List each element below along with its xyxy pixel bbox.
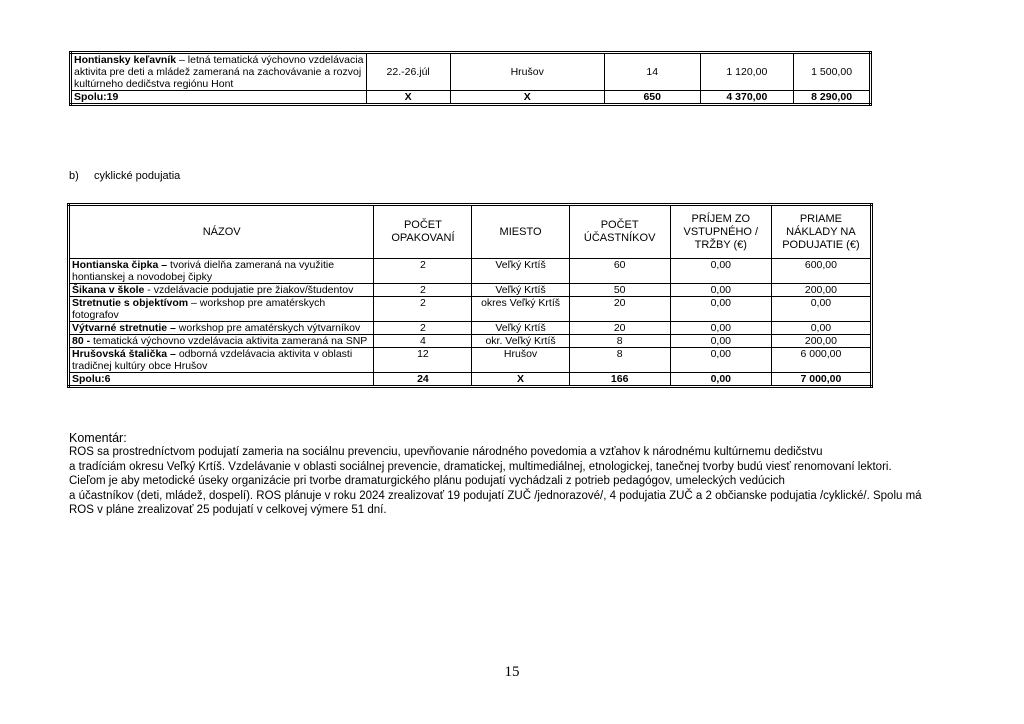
event-name: Šikana v škole - vzdelávacie podujatie pre žiakov/študentov [69, 284, 374, 297]
event-repeats: 2 [374, 259, 472, 284]
event-place: okr. Veľký Krtíš [472, 335, 569, 348]
table-row [69, 259, 872, 284]
header-participants: POČET ÚČASTNÍKOV [569, 205, 670, 259]
event-costs: 0,00 [771, 297, 871, 322]
total-income: 4 370,00 [700, 91, 794, 105]
comment-line: ROS sa prostredníctvom podujatí zameria na sociálnu prevenciu, upevňovanie národného povedomia a vzťahov k národnému kultúrnemu dedičstvu [69, 446, 823, 459]
total-row [71, 91, 871, 105]
total-costs: 8 290,00 [794, 91, 871, 105]
total-place: X [472, 373, 569, 387]
event-participants: 14 [604, 53, 700, 91]
event-costs: 6 000,00 [771, 348, 871, 373]
section-heading: b) cyklické podujatia [69, 170, 181, 182]
comment-block [69, 431, 1009, 517]
header-income: PRÍJEM ZO VSTUPNÉHO / TRŽBY (€) [670, 205, 771, 259]
event-repeats: 4 [374, 335, 472, 348]
total-label: Spolu:6 [69, 373, 374, 387]
event-costs: 0,00 [771, 322, 871, 335]
comment-line: a tradíciám okresu Veľký Krtíš. Vzdelávanie v oblasti sociálnej prevencie, dramatickej, multimediálnej, etnologickej, tanečnej tvorby budú viesť renomovaní lektori. [69, 460, 892, 473]
event-repeats: 2 [374, 297, 472, 322]
total-participants: 166 [569, 373, 670, 387]
cyclic-events-table [67, 203, 873, 388]
comment-heading: Komentár: [69, 431, 127, 445]
table-row [69, 322, 872, 335]
total-date: X [366, 91, 450, 105]
event-name: Hontianska čipka – tvorivá dielňa zameraná na využitie hontianskej a novodobej čipky [69, 259, 374, 284]
comment-line: a účastníkov (deti, mládež, dospelí). ROS plánuje v roku 2024 zrealizovať 19 podujatí ZUČ /jednorazové/, 4 podujatia ZUČ a 2 občianske podujatia /cyklické/. Spolu má [69, 489, 922, 502]
event-place: Veľký Krtíš [472, 322, 569, 335]
table-row [71, 53, 871, 91]
event-income: 0,00 [670, 335, 771, 348]
total-income: 0,00 [670, 373, 771, 387]
header-row [69, 205, 872, 259]
event-income: 0,00 [670, 348, 771, 373]
event-place: Hrušov [472, 348, 569, 373]
event-repeats: 2 [374, 322, 472, 335]
comment-line: Cieľom je aby metodické úseky organizácie pri tvorbe dramaturgického plánu podujatí vychádzali z potrieb pedagógov, umeleckých vedúcich [69, 475, 785, 488]
event-costs: 200,00 [771, 335, 871, 348]
table-row [69, 335, 872, 348]
total-costs: 7 000,00 [771, 373, 871, 387]
event-repeats: 2 [374, 284, 472, 297]
event-costs: 600,00 [771, 259, 871, 284]
event-income: 0,00 [670, 297, 771, 322]
event-costs: 1 500,00 [794, 53, 871, 91]
event-name: Hrušovská štalička – odborná vzdelávacia aktivita v oblasti tradičnej kultúry obce Hrušov [69, 348, 374, 373]
event-repeats: 12 [374, 348, 472, 373]
event-name: 80 - tematická výchovno vzdelávacia aktivita zameraná na SNP [69, 335, 374, 348]
event-participants: 20 [569, 297, 670, 322]
event-income: 0,00 [670, 259, 771, 284]
header-costs: PRIAME NÁKLADY NA PODUJATIE (€) [771, 205, 871, 259]
header-repeats: POČET OPAKOVANÍ [374, 205, 472, 259]
event-income: 1 120,00 [700, 53, 794, 91]
event-income: 0,00 [670, 284, 771, 297]
header-name: NÁZOV [69, 205, 374, 259]
header-place: MIESTO [472, 205, 569, 259]
event-name: Hontiansky keľavník – letná tematická výchovno vzdelávacia aktivita pre deti a mládež zameraná na zachovávanie a rozvoj kultúrneho dedičstva regiónu Hont [71, 53, 367, 91]
event-place: Veľký Krtíš [472, 284, 569, 297]
event-date: 22.-26.júl [366, 53, 450, 91]
event-participants: 8 [569, 348, 670, 373]
event-name: Výtvarné stretnutie – workshop pre amatérskych výtvarníkov [69, 322, 374, 335]
event-income: 0,00 [670, 322, 771, 335]
event-costs: 200,00 [771, 284, 871, 297]
comment-line: ROS v pláne zrealizovať 25 podujatí v celkovej výmere 51 dní. [69, 504, 387, 517]
total-row [69, 373, 872, 387]
event-place: okres Veľký Krtíš [472, 297, 569, 322]
event-place: Veľký Krtíš [472, 259, 569, 284]
event-participants: 20 [569, 322, 670, 335]
total-place: X [450, 91, 604, 105]
total-participants: 650 [604, 91, 700, 105]
single-events-table [69, 51, 872, 106]
table-row [69, 348, 872, 373]
total-repeats: 24 [374, 373, 472, 387]
total-label: Spolu:19 [71, 91, 367, 105]
event-participants: 50 [569, 284, 670, 297]
event-name: Stretnutie s objektívom – workshop pre amatérskych fotografov [69, 297, 374, 322]
event-participants: 60 [569, 259, 670, 284]
event-place: Hrušov [450, 53, 604, 91]
table-row [69, 284, 872, 297]
event-participants: 8 [569, 335, 670, 348]
page-number: 15 [504, 664, 520, 680]
table-row [69, 297, 872, 322]
